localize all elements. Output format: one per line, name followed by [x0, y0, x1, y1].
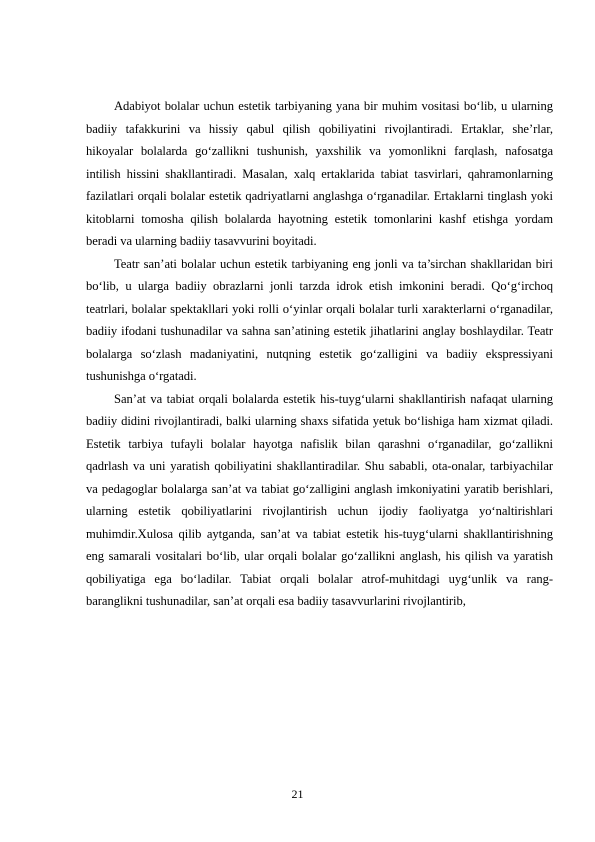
- page-number: 21: [291, 787, 304, 801]
- paragraph-theatre: Teatr san’ati bolalar uchun estetik tarbiyaning eng jonli va ta’sirchan shakllaridan biri bo‘lib, u ularga badiiy obrazlarni jonli tarzda idrok etish imkonini beradi. Qo‘g‘irchoq teatrlari, bolalar spektakllari yoki rolli o‘yinlar orqali bolalar turli xarakterlarni o‘rganadilar, badiiy ifodani tushunadilar va sahna san’atining estetik jihatlarini anglay boshlaydilar. Teatr bolalarga so‘zlash madaniyatini, nutqning estetik go‘zalligini va badiiy ekspressiyani tushunishga o‘rgatadi.: [86, 256, 553, 383]
- paragraph-literature: Adabiyot bolalar uchun estetik tarbiyaning yana bir muhim vositasi bo‘lib, u ularning badiiy tafakkurini va hissiy qabul qilish qobiliyatini rivojlantiradi. Ertaklar, she’rlar, hikoyalar bolalarda go‘zallikni tushunish, yaxshilik va yomonlikni farqlash, nafosatga intilish hissini shakllantiradi. Masalan, xalq ertaklarida tabiat tasvirlari, qahramonlarning fazilatlari orqali bolalar estetik qadriyatlarni anglashga o‘rganadilar. Ertaklarni tinglash yoki kitoblarni tomosha qilish bolalarda hayotning estetik tomonlarini kashf etishga yordam beradi va ularning badiiy tasavvurini boyitadi.: [86, 99, 553, 248]
- body-text: [86, 95, 553, 613]
- paragraph-art-and-nature: San’at va tabiat orqali bolalarda estetik his-tuyg‘ularni shakllantirish nafaqat ularning badiiy didini rivojlantiradi, balki ularning shaxs sifatida yetuk bo‘lishiga ham xizmat qiladi. Estetik tarbiya tufayli bolalar hayotga nafislik bilan qarashni o‘rganadilar, go‘zallikni qadrlash va uni yaratish qobiliyatini shakllantiradilar. Shu sababli, ota-onalar, tarbiyachilar va pedagoglar bolalarga san’at va tabiat go‘zalligini anglash imkoniyatini yaratib berishlari, ularning estetik qobiliyatlarini rivojlantirish uchun ijodiy faoliyatga yo‘naltirishlari muhimdir.Xulosa qilib aytganda, san’at va tabiat estetik his-tuyg‘ularni shakllantirishning eng samarali vositalari bo‘lib, ular orqali bolalar go‘zallikni anglash, his qilish va yaratish qobiliyatiga ega bo‘ladilar. Tabiat orqali bolalar atrof-muhitdagi uyg‘unlik va rang-baranglikni tushunadilar, san’at orqali esa badiiy tasavvurlarini rivojlantirib,: [86, 391, 553, 608]
